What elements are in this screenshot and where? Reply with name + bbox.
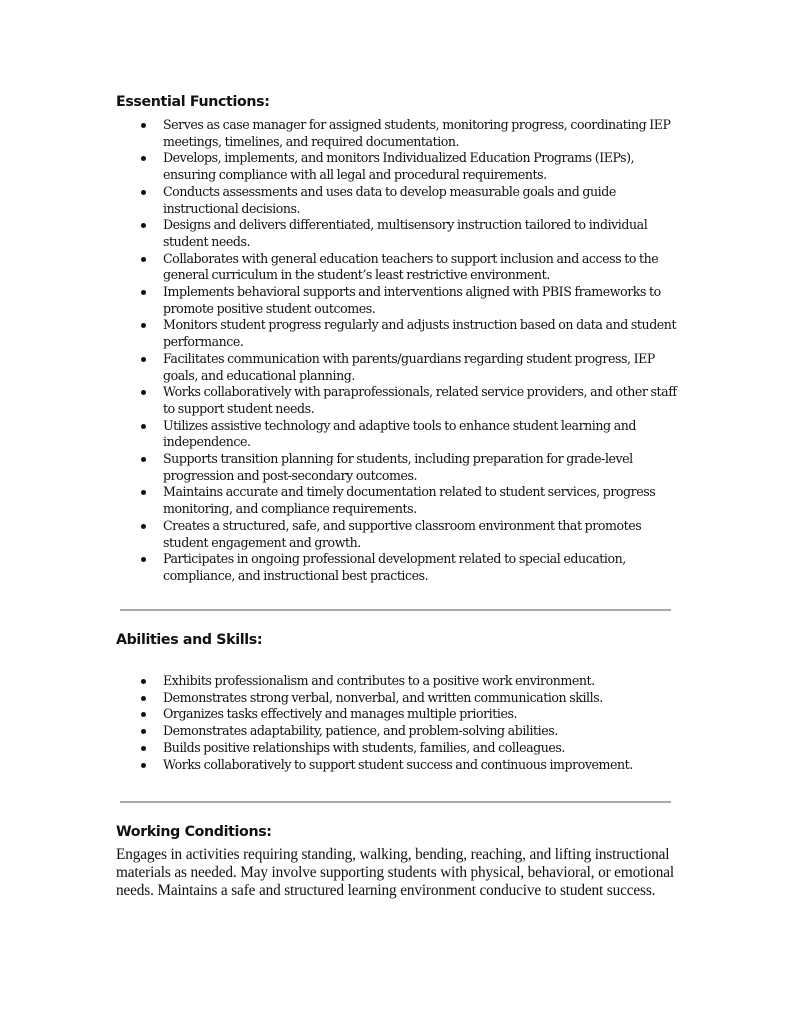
- abilities-skills-list: [116, 673, 686, 773]
- list-item: [116, 217, 686, 250]
- list-item-text: Facilitates communication with parents/guardians regarding student progress, IEP goals, and educational planning.: [163, 350, 655, 383]
- abilities-skills-heading: Abilities and Skills:: [116, 632, 263, 648]
- bullet-icon: [141, 223, 146, 228]
- essential-functions-list: [116, 117, 686, 585]
- list-item-text: Implements behavioral supports and interventions aligned with PBIS frameworks to promote positive student outcomes.: [163, 284, 661, 316]
- essential-functions-heading: Essential Functions:: [116, 94, 270, 110]
- bullet-icon: [141, 557, 146, 562]
- list-item: [116, 673, 686, 690]
- list-item-text: Maintains accurate and timely documentation related to student services, progress monitoring, and compliance requirements.: [163, 484, 656, 517]
- bullet-icon: [141, 729, 146, 734]
- bullet-icon: [141, 746, 146, 751]
- list-item-text: Designs and delivers differentiated, multisensory instruction tailored to individual student needs.: [163, 217, 648, 249]
- bullet-icon: [141, 357, 146, 362]
- list-item-text: Works collaboratively with paraprofessionals, related service providers, and other staff to support student needs.: [163, 384, 677, 416]
- list-item: [116, 723, 686, 740]
- list-item: [116, 251, 686, 284]
- list-item-text: Supports transition planning for students, including preparation for grade-level progression and post-secondary outcomes.: [163, 451, 633, 483]
- list-item: [116, 706, 686, 723]
- list-item: [116, 484, 686, 517]
- bullet-icon: [141, 323, 146, 328]
- list-item-text: Exhibits professionalism and contributes to a positive work environment.: [163, 673, 595, 688]
- working-conditions-text: Engages in activities requiring standing, walking, bending, reaching, and lifting instructional materials as needed. May involve supporting students with physical, behavioral, or emotional needs. Maintains a safe and structured learning environment conducive to student success.: [116, 846, 675, 900]
- working-conditions-heading: Working Conditions:: [116, 824, 272, 840]
- list-item-text: Creates a structured, safe, and supportive classroom environment that promotes student engagement and growth.: [163, 517, 642, 550]
- bullet-icon: [141, 524, 146, 529]
- section-divider: [120, 801, 671, 803]
- list-item-text: Builds positive relationships with students, families, and colleagues.: [163, 739, 565, 755]
- bullet-icon: [141, 696, 146, 701]
- list-item-text: Conducts assessments and uses data to develop measurable goals and guide instructional decisions.: [163, 183, 616, 216]
- bullet-icon: [141, 424, 146, 429]
- list-item-text: Monitors student progress regularly and adjusts instruction based on data and student performance.: [163, 317, 677, 350]
- list-item-text: Demonstrates adaptability, patience, and problem-solving abilities.: [163, 723, 558, 739]
- list-item: [116, 757, 686, 774]
- list-item: [116, 418, 686, 451]
- list-item-text: Demonstrates strong verbal, nonverbal, and written communication skills.: [163, 689, 603, 705]
- list-item: [116, 317, 686, 350]
- list-item: [116, 451, 686, 484]
- bullet-icon: [141, 679, 146, 684]
- list-item: [116, 551, 686, 584]
- list-item-text: Works collaboratively to support student success and continuous improvement.: [163, 756, 633, 772]
- list-item-text: Serves as case manager for assigned students, monitoring progress, coordinating IEP meetings, timelines, and required documentation.: [163, 117, 671, 149]
- list-item: [116, 150, 686, 183]
- bullet-icon: [141, 290, 146, 295]
- bullet-icon: [141, 257, 146, 262]
- list-item: [116, 117, 686, 150]
- list-item: [116, 384, 686, 417]
- bullet-icon: [141, 123, 146, 128]
- bullet-icon: [141, 712, 146, 717]
- list-item-text: Utilizes assistive technology and adaptive tools to enhance student learning and independence.: [163, 417, 637, 450]
- section-divider: [120, 609, 671, 611]
- bullet-icon: [141, 763, 146, 768]
- list-item: [116, 284, 686, 317]
- list-item: [116, 184, 686, 217]
- list-item: [116, 690, 686, 707]
- list-item-text: Organizes tasks effectively and manages multiple priorities.: [163, 706, 518, 722]
- bullet-icon: [141, 156, 146, 161]
- list-item-text: Collaborates with general education teachers to support inclusion and access to the general curriculum in the student’s least restrictive environment.: [163, 250, 659, 283]
- bullet-icon: [141, 390, 146, 395]
- list-item-text: Develops, implements, and monitors Individualized Education Programs (IEPs), ensuring compliance with all legal and procedural requirements.: [163, 150, 635, 183]
- list-item: [116, 740, 686, 757]
- bullet-icon: [141, 490, 146, 495]
- list-item: [116, 351, 686, 384]
- bullet-icon: [141, 190, 146, 195]
- list-item-text: Participates in ongoing professional development related to special education, compliance, and instructional best practices.: [163, 551, 626, 583]
- bullet-icon: [141, 457, 146, 462]
- list-item: [116, 518, 686, 551]
